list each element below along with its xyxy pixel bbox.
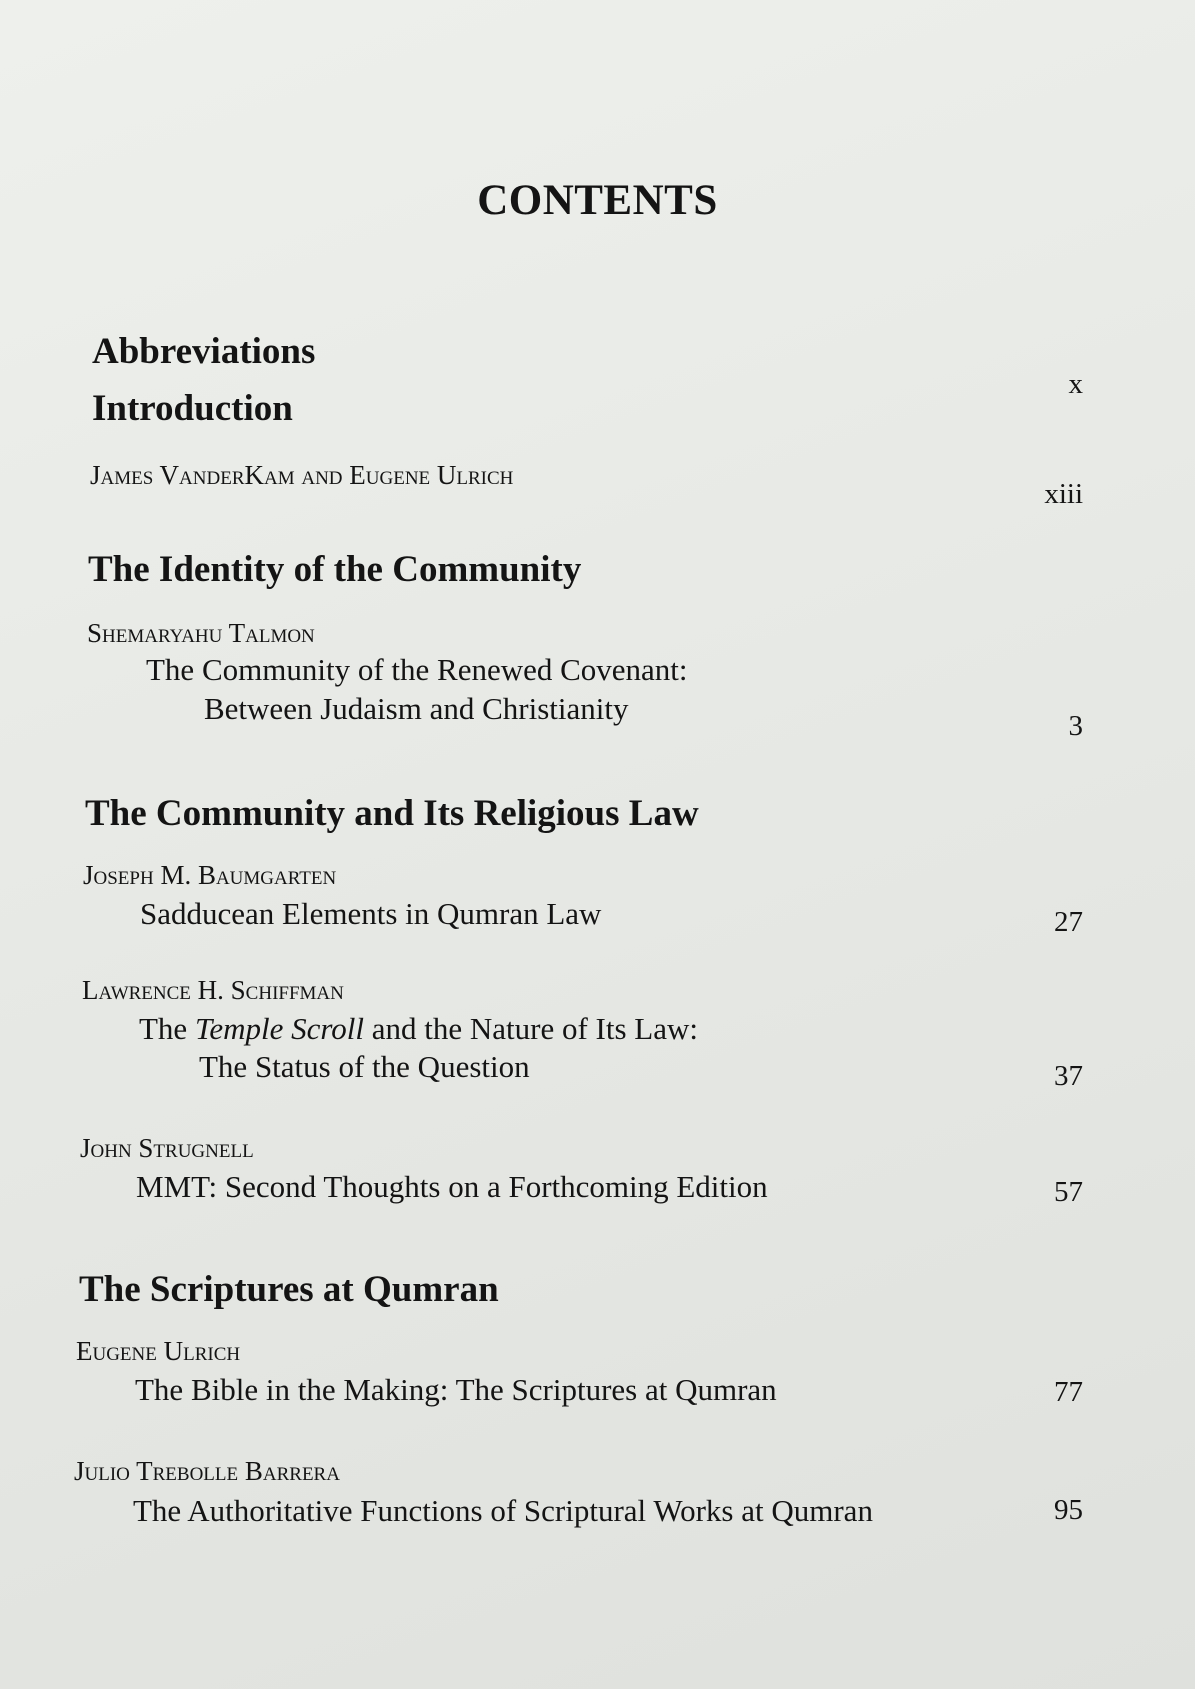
entry-title-line2: Between Judaism and Christianity — [204, 691, 629, 726]
abbreviations-page: x — [1068, 368, 1083, 400]
entry-author: Shemaryahu Talmon — [87, 618, 315, 648]
entry-page: 3 — [1068, 710, 1083, 742]
entry-title-line1: The Community of the Renewed Covenant: — [146, 652, 688, 687]
entry-page: 37 — [1054, 1060, 1083, 1092]
entry-title-suffix: and the Nature of Its Law: — [364, 1011, 699, 1046]
introduction-title: Introduction — [92, 388, 293, 429]
entry-title-line1: The Bible in the Making: The Scriptures at Qumran — [135, 1372, 777, 1407]
entry-page: 27 — [1054, 906, 1083, 938]
entry-author: Julio Trebolle Barrera — [74, 1456, 340, 1486]
entry-title-prefix: The — [139, 1011, 195, 1046]
entry-author: Joseph M. Baumgarten — [83, 860, 337, 890]
introduction-page: xiii — [1044, 478, 1083, 510]
entry-author: Lawrence H. Schiffman — [82, 975, 344, 1005]
contents-heading: CONTENTS — [477, 177, 718, 224]
section-title: The Scriptures at Qumran — [79, 1269, 499, 1310]
introduction-author: James VanderKam and Eugene Ulrich — [90, 460, 514, 490]
abbreviations-title: Abbreviations — [92, 331, 316, 372]
entry-page: 77 — [1054, 1376, 1083, 1408]
entry-page: 95 — [1054, 1494, 1083, 1526]
entry-author: Eugene Ulrich — [76, 1336, 241, 1366]
entry-title-italic: Temple Scroll — [194, 1011, 365, 1046]
entry-title-line1: MMT: Second Thoughts on a Forthcoming Edition — [136, 1169, 768, 1204]
section-title: The Community and Its Religious Law — [85, 793, 699, 834]
entry-title-line1 — [139, 1011, 698, 1047]
entry-title-line1: Sadducean Elements in Qumran Law — [140, 896, 602, 931]
entry-page: 57 — [1054, 1176, 1083, 1208]
section-title: The Identity of the Community — [88, 549, 582, 590]
entry-title-line1: The Authoritative Functions of Scriptural Works at Qumran — [133, 1493, 873, 1528]
entry-title-line2: The Status of the Question — [199, 1049, 530, 1084]
entry-author: John Strugnell — [80, 1133, 254, 1163]
